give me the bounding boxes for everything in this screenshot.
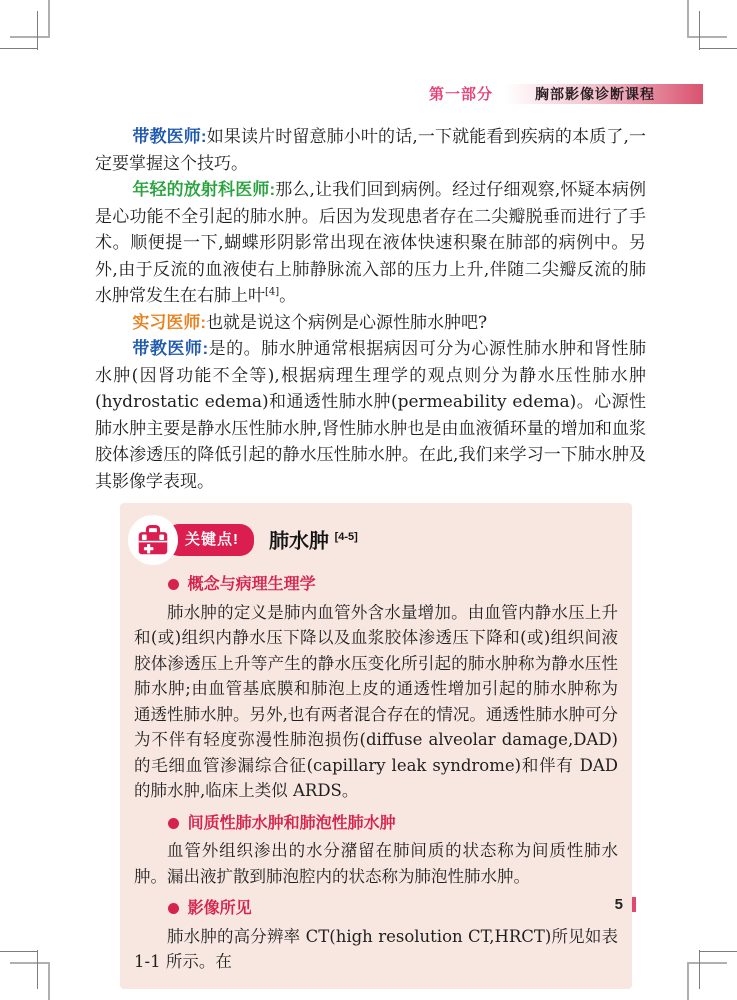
- reference-superscript: [4-5]: [334, 530, 358, 543]
- chapter-title-bar: [505, 84, 703, 104]
- page-body: [95, 124, 646, 989]
- section-heading-text: 间质性肺水肿和肺泡性肺水肿: [187, 814, 396, 832]
- keypoint-header: [128, 515, 618, 565]
- section-heading-text: 影像所见: [187, 900, 252, 917]
- section-heading: [168, 896, 618, 922]
- section-heading: [168, 572, 618, 598]
- section-paragraph: 肺水肿的高分辨率 CT(high resolution CT,HRCT)所见如表 1-1 所示。在: [134, 926, 618, 971]
- section-paragraph: 肺水肿的定义是肺内血管外含水量增加。由血管内静水压上升和(或)组织内静水压下降以及血浆胶体渗透压下降和(或)组织间液胶体渗透压上升等产生的静水压变化所引起的肺水肿称为静水压性肺水肿;由血管基底膜和肺泡上皮的通透性增加引起的肺水肿称为通透性肺水肿。另外,也有两者混合存在的情况。通透性肺水肿可分为不伴有轻度弥漫性肺泡损伤(diffuse alveolar damage,DAD)的毛细血管渗漏综合征(capillary leak syndrome)和伴有 DAD 的肺水肿,临床上类似 ARDS。: [134, 602, 618, 800]
- part-label: 第一部分: [428, 86, 493, 103]
- dialogue-text: 是的。肺水肿通常根据病因可分为心源性肺水肿和肾性肺水肿(因肾功能不全等),根据病理生理学的观点则分为静水压性肺水肿(hydrostatic edema)和通透性肺水肿(permeability edema)。心源性肺水肿主要是静水压性肺水肿,肾性肺水肿也是由血液循环量的增加和血浆胶体渗透压的降低引起的静水压性肺水肿。在此,我们来学习一下肺水肿及其影像学表现。: [95, 339, 647, 492]
- dialogue-text: 那么,让我们回到病例。经过仔细观察,怀疑本病例是心功能不全引起的肺水肿。后因为发现患者存在二尖瓣脱垂而进行了手术。顺便提一下,蝴蝶形阴影常出现在液体快速积聚在肺部的病例中。另外,由于反流的血液使右上肺静脉流入部的压力上升,伴随二尖瓣反流的肺水肿常发生在右肺上叶: [95, 180, 646, 306]
- dialogue-paragraph: [95, 310, 646, 337]
- dialogue-text: 也就是说这个病例是心源性肺水肿吧?: [206, 312, 488, 333]
- bullet-dot-icon: [168, 903, 179, 914]
- keypoint-title-text: 肺水肿: [269, 530, 329, 553]
- speaker-label: 带教医师:: [132, 127, 207, 146]
- section-paragraph: 血管外组织渗出的水分潴留在肺间质的状态称为间质性肺水肿。漏出液扩散到肺泡腔内的状态称为肺泡性肺水肿。: [134, 841, 618, 886]
- dialogue-text: 如果读片时留意肺小叶的话,一下就能看到疾病的本质了,一定要掌握这个技巧。: [95, 127, 646, 174]
- reference-superscript: [4]: [265, 286, 280, 298]
- chapter-title: 胸部影像诊断课程: [535, 85, 655, 102]
- page-number-bar: [632, 897, 636, 912]
- dialogue-paragraph: [95, 336, 646, 495]
- first-aid-kit-icon: [128, 515, 178, 565]
- dialogue-paragraph: [95, 124, 646, 177]
- section-heading: [168, 811, 618, 837]
- running-head: [429, 83, 703, 104]
- bullet-dot-icon: [168, 579, 179, 590]
- keypoint-badge: 关键点!: [165, 524, 254, 557]
- speaker-label: 带教医师:: [132, 339, 209, 358]
- speaker-label: 实习医师:: [132, 312, 207, 332]
- keypoint-box: [120, 503, 632, 989]
- speaker-label: 年轻的放射科医师:: [132, 180, 276, 199]
- dialogue-paragraph: [95, 177, 646, 310]
- page-footer: [615, 896, 636, 913]
- keypoint-title: [269, 525, 358, 555]
- dialogue-text: 。: [279, 286, 297, 306]
- page-number: 5: [614, 896, 623, 913]
- bullet-dot-icon: [168, 818, 179, 829]
- section-heading-text: 概念与病理生理学: [187, 576, 316, 593]
